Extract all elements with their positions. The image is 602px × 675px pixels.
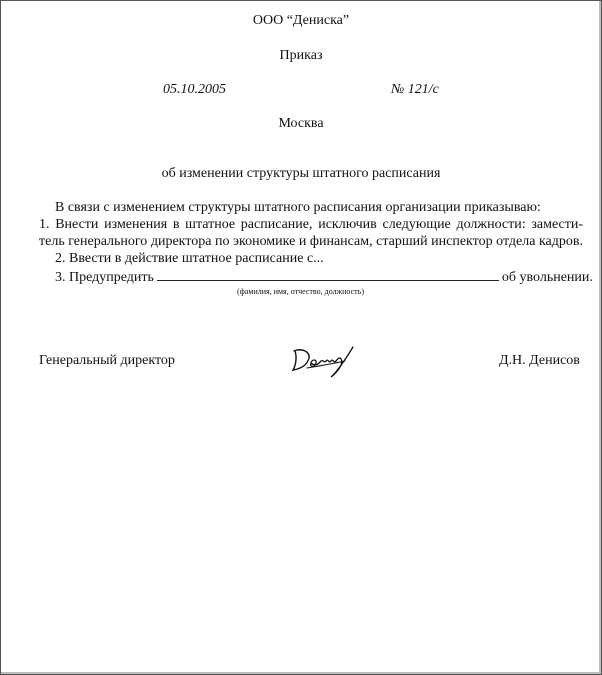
- signatory-position: Генеральный директор: [39, 353, 175, 368]
- name-blank-line: [157, 268, 499, 281]
- document-type: Приказ: [279, 48, 323, 63]
- item-3-prefix: 3. Предупредить: [55, 270, 154, 285]
- item-3: [55, 268, 593, 286]
- item-2: 2. Ввести в действие штатное расписание с...: [55, 251, 324, 266]
- company-name: ООО “Дениска”: [252, 13, 350, 28]
- order-subject: об изменении структуры штатного расписания: [161, 166, 441, 181]
- body-intro: В связи с изменением структуры штатного расписания организации приказываю:: [55, 200, 541, 215]
- item-1-line-2: тель генерального директора по экономике и финансам, старший инспектор отдела кадров.: [39, 234, 583, 249]
- order-number: № 121/с: [391, 82, 439, 97]
- item-1-line-1: 1. Внести изменения в штатное расписание, исключив следующие должности: замести-: [39, 217, 583, 232]
- signatory-name: Д.Н. Денисов: [499, 353, 580, 368]
- handwritten-signature-icon: [287, 339, 367, 379]
- item-3-suffix: об увольнении.: [501, 270, 593, 285]
- city: Москва: [278, 116, 324, 131]
- blank-caption: (фамилия, имя, отчество, должность): [237, 287, 364, 296]
- order-date: 05.10.2005: [163, 82, 226, 97]
